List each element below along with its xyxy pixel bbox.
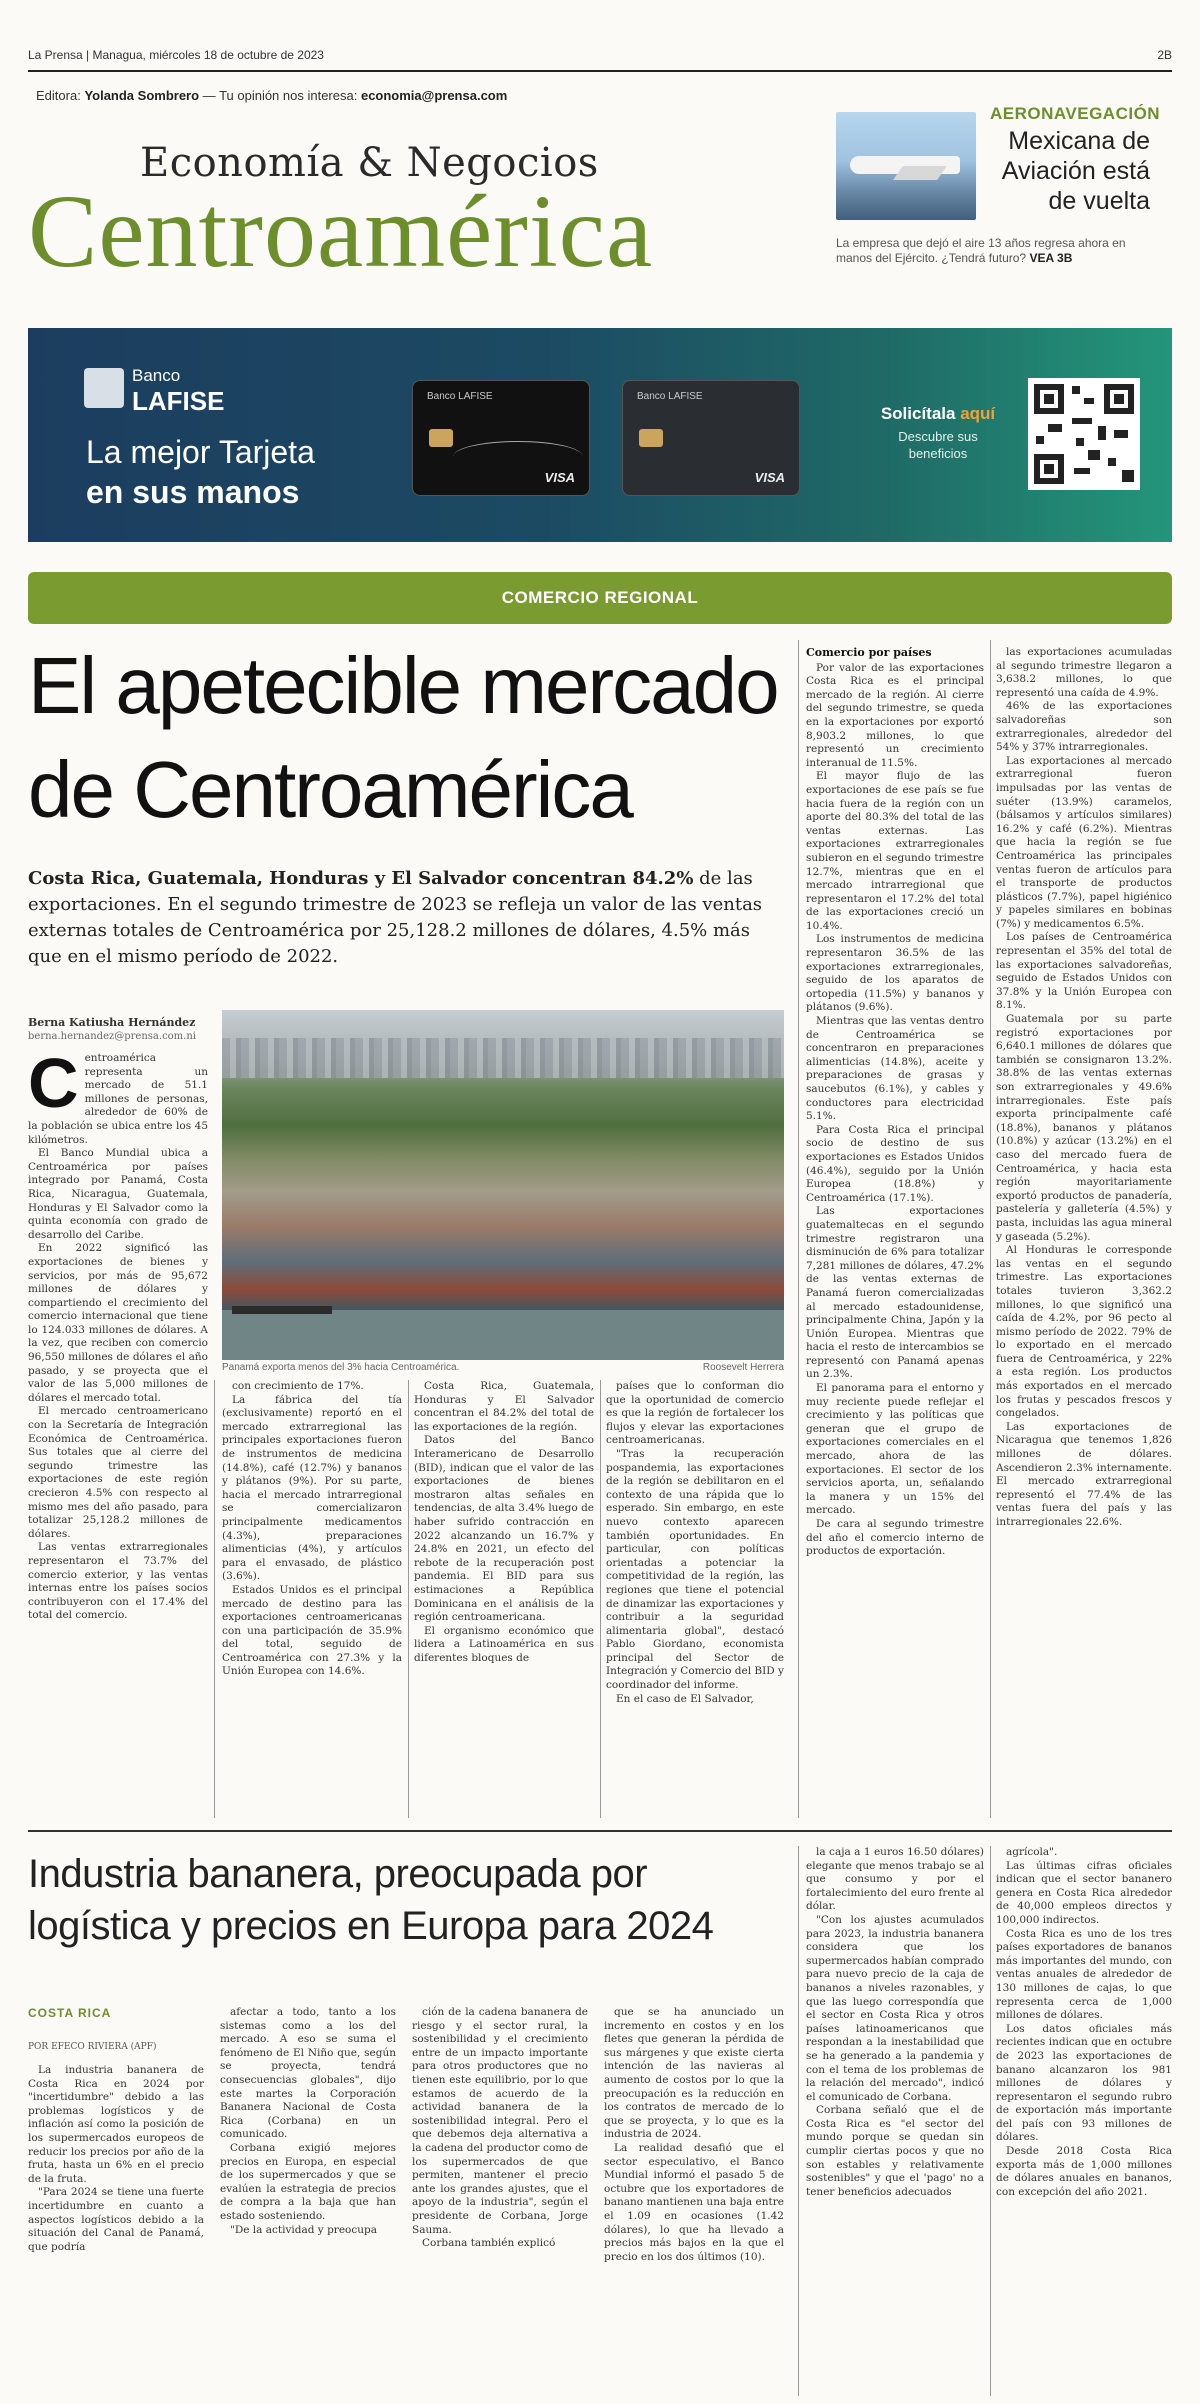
visa-logo: VISA	[754, 470, 785, 485]
paragraph: Las exportaciones de Nicaragua que tenemos 1,826 millones de dólares. Ascendieron 2.3% internamente. El mercado extrarregional representó el 77.4% de las ventas fuera del país y las intrarregionales 22.6%.	[996, 1420, 1172, 1528]
paragraph: Guatemala por su parte registró exportaciones por 6,640.1 millones de dólares que también se consignaron 13.2%. 38.8% de las ventas externas son extrarregionales y 49.6% intrarregionales. Este país exporta principalmente café (18.8%), bananos y plátanos (10.8%) y azúcar (13.2%) en el caso del mercado fuera de Centroamérica, y hacia esta región mayoritariamente exportó productos de panadería, pastelería y galletería (4.5%) y pasta, incluidas las agua mineral y gaseada (5.2%).	[996, 1013, 1172, 1243]
paragraph: Al Honduras le corresponde las ventas en el segundo trimestre. Las exportaciones totales tuvieron 3,362.2 millones, lo que significó una caída de 4.2%, por 96 pecto al mismo período de 2022. 79% de lo exportado en el mercado fuera de Centroamérica, y 22% a esta región. Los productos más exportados en el mercado los frutas y pescados frescos y congelados.	[996, 1244, 1172, 1420]
paragraph: "Tras la recuperación pospandemia, las exportaciones de la región se debilitaron en el contexto de una rápida que lo esperado. Sin embargo, en este nuevo contexto aparecen también oportunidades. En particular, con políticas orientadas a potenciar la competitividad de la región, las regiones que tiene el potencial de dinamizar las exportaciones y contribuir a la seguridad alimentaria global", destacó Pablo Giordano, economista principal del Sector de Integración y Comercio del BID y coordinador del informe.	[606, 1447, 784, 1692]
paragraph: Por valor de las exportaciones Costa Rica es el principal mercado de la región. Al cierre del segundo trimestre, se queda en la exportaciones por exportó 8,903.2 millones, lo que representó un crecimiento interanual de 11.5%.	[806, 661, 984, 769]
lead-rest: de las exportaciones. En el segundo trimestre de 2023 se refleja un valor de las ventas externas totales de Centroamérica por 25,128.2 millones de dólares, 4.5% más que en el mismo período de 2022.	[28, 868, 763, 967]
column-divider	[798, 640, 799, 1818]
column-divider	[408, 1380, 409, 1818]
running-head-text: La Prensa | Managua, miércoles 18 de octubre de 2023	[28, 48, 324, 62]
teaser-summary: La empresa que dejó el aire 13 años regresa ahora en manos del Ejército. ¿Tendrá futuro?	[836, 236, 1126, 265]
ad-brand-line2: LAFISE	[132, 386, 225, 416]
photo-credit: Roosevelt Herrera	[702, 1362, 784, 1373]
paragraph: Corbana también explicó	[422, 2237, 556, 2250]
paragraph: Estados Unidos es el principal mercado de destino para las exportaciones centroamericanas con una participación de 35.9% del total, seguido de Centroamérica con 27.3% y la Unión Europea con 14.6%.	[222, 1583, 402, 1678]
credit-card-gray	[622, 380, 800, 496]
editor-line	[36, 88, 507, 103]
column-divider	[798, 1846, 799, 2396]
ad-cta-main: Solicítala	[880, 404, 956, 423]
ad-cta-sub: Descubre sus beneficios	[898, 429, 978, 461]
qr-code-icon[interactable]	[1028, 378, 1140, 490]
ad-brand-line1: Banco	[132, 366, 181, 385]
article2-column-2	[220, 2006, 396, 2396]
paragraph: El organismo económico que lidera a Latinoamérica en sus diferentes bloques de	[414, 1624, 594, 1664]
bank-advertisement[interactable]	[28, 328, 1172, 542]
airplane-icon	[850, 156, 960, 174]
globe-icon	[84, 368, 124, 408]
paragraph: Las exportaciones guatemaltecas en el segundo trimestre registraron una disminución de 6% para totalizar 7,281 millones de dólares, 47.2% de las ventas externas de Panamá fueron comercializadas al mercado estadounidense, principalmente China, Japón y la Unión Europea. Mientras que hacia el resto de intercambios se representó con Panamá apenas un 2.3%.	[806, 1205, 984, 1381]
column-divider	[990, 640, 991, 1818]
paragraph: que se ha anunciado un incremento en costos y en los fletes que generan la pérdida de sus márgenes y que existe cierta intención de las navieras al aumento de costos por lo que la preocupación es la reducción en los contratos de mercado de lo que se proyecta, y lo que es la industria de 2024.	[604, 2006, 784, 2141]
paragraph: Costa Rica es uno de los tres países exportadores de bananos más importantes del mundo, con ventas anuales de alrededor de 130 millones de cajas, lo que representa cerca de 1,000 millones de dólares.	[996, 1927, 1172, 2022]
article-byline	[28, 1016, 208, 1044]
paragraph: 46% de las exportaciones salvadoreñas son extrarregionales, alrededor del 54% y 37% intrarregionales.	[996, 700, 1172, 754]
column-divider	[600, 1380, 601, 1818]
article2-column-6	[996, 1846, 1172, 2396]
article-lead	[28, 866, 788, 970]
paragraph: En el caso de El Salvador,	[616, 1692, 754, 1705]
paragraph: La fábrica del tía (exclusivamente) reportó en el mercado extrarregional las principales exportaciones fueron de instrumentos de medicina (14.8%), café (12.7%) y bananos y plátanos (9%). Por su parte, hacia el mercado intrarregional se comercializaron principalmente medicamentos (4.3%), preparaciones alimenticias (4%), y artículos para el envasado, de plástico (3.6%).	[222, 1393, 402, 1583]
section-label[interactable]: COMERCIO REGIONAL	[501, 588, 699, 607]
teaser-kicker: AERONAVEGACIÓN	[990, 104, 1161, 123]
paragraph: El mercado centroamericano con la Secretaría de Integración Económica de Centroamérica. Sus totales que al cierre del segundo trimestre las exportaciones de este región crecieron 4.5% con respecto al mismo mes del año pasado, para totalizar 25,128.2 millones de dólares.	[28, 1405, 208, 1540]
paragraph: entroamérica representa un mercado de 51.1 millones de personas, alrededor de 60% de la población se ubica entre los 45 kilómetros.	[28, 1052, 208, 1146]
paragraph: Las exportaciones al mercado extrarregional fueron impulsadas por las ventas de suéter (13.9%) caramelos, (bálsamos y artículos similares) 16.2% y café (6.2%). Mientras que hacia la región se fue Centroamérica las principales ventas fueron de artículos para el transporte de productos plásticos (7.7%), papel higiénico y papeles similares en bobinas (7%) y medicamentos 6.5%.	[996, 754, 1172, 930]
paragraph: Las ventas extrarregionales representaron el 73.7% del comercio exterior, y las ventas internas entre los países socios contribuyeron con el 17.4% del total del comercio.	[28, 1541, 208, 1622]
paragraph: "Para 2024 se tiene una fuerte incertidumbre en cuanto a aspectos logísticos debido a la situación del Canal de Panamá, que podría	[28, 2186, 204, 2253]
article2-byline: POR EFECO RIVIERA (APF)	[28, 2042, 157, 2052]
article1-column-1	[28, 1052, 208, 1818]
paragraph: Los datos oficiales más recientes indican que en octubre de 2023 las exportaciones de banano alcanzaron los 981 millones de dólares y representaron el segundo rubro de exportación más importante del país con 93 millones de dólares.	[996, 2022, 1172, 2144]
article2-column-4	[604, 2006, 784, 2396]
visa-logo: VISA	[544, 470, 575, 485]
paragraph: países que lo conforman dio que la oportunidad de comercio es que la región de fortalecer los flujos y elevar las exportaciones centroamericanas.	[606, 1380, 784, 1447]
card-chip-icon	[429, 429, 453, 447]
column-divider	[990, 1846, 991, 2396]
paragraph: las exportaciones acumuladas al segundo trimestre llegaron a 3,638.2 millones, lo que representó una caída de 4.9%.	[996, 646, 1172, 699]
editor-email-link[interactable]: economia@prensa.com	[360, 88, 508, 103]
dropcap: C	[28, 1052, 79, 1122]
article2-column-5	[806, 1846, 984, 2396]
card-wave	[453, 441, 583, 472]
paragraph: Mientras que las ventas dentro de Centroamérica se concentraron en preparaciones alimenticias (14.8%), aceite y preparaciones de grasas y saucebutos (6.1%), y cables y conductores para electricidad 5.1%.	[806, 1015, 984, 1123]
paragraph: Datos del Banco Interamericano de Desarrollo (BID), indican que el valor de las exportaciones de bienes mostraron altas señales en tendencias, de alta 3.4% luego de haber sufrido contracción en 2022 alcanzando un 16.7% y 24.8% en 2021, un efecto del rebote de la recuperación post pandemia. El BID para sus estimaciones a República Dominicana en el análisis de la región centroamericana.	[414, 1434, 594, 1624]
teaser-text	[836, 236, 1156, 266]
lead-bold: Costa Rica, Guatemala, Honduras y El Salvador concentran 84.2%	[28, 868, 694, 889]
ad-cta[interactable]	[868, 404, 1008, 424]
article2-column-3	[412, 2006, 588, 2396]
editor-name: Yolanda Sombrero	[84, 88, 200, 103]
article1-column-2	[222, 1380, 402, 1818]
masthead-section-title: Economía & Negocios	[140, 140, 599, 186]
byline-name: Berna Katiusha Hernández	[28, 1016, 196, 1029]
byline-email[interactable]: berna.hernandez@prensa.com.ni	[28, 1031, 196, 1042]
teaser-airplane-image[interactable]	[836, 112, 976, 220]
paragraph: afectar a todo, tanto a los sistemas como a los del mercado. A eso se suma el fenómeno de El Niño que, según se proyecta, tendrá consecuencias globales", dijo este martes la Corporación Bananera Nacional de Costa Rica (Corbana) en un comunicado.	[220, 2006, 396, 2141]
paragraph: Los países de Centroamérica representan el 35% del total de las exportaciones salvadoreñas, seguido de Estados Unidos con 37.8% y la Unión Europea con 8.1%.	[996, 931, 1172, 1012]
paragraph: "Con los ajustes acumulados para 2023, la industria bananera considera que los supermercados habían comprado para nuevo precio de la caja de bananos a niveles razonables, y que las luego correspondía que el sector en Costa Rica y otros países latinoamericanos que respondan a la inestabilidad que se ha generado a la pandemia y con el tema de los problemas de la relación del mercado", indicó el comunicado de Corbana.	[806, 1913, 984, 2103]
paragraph: "De la actividad y preocupa	[230, 2223, 377, 2236]
credit-card-dark	[412, 380, 590, 496]
paragraph: Las últimas cifras oficiales indican que el sector bananero genera en Costa Rica alrededor de 40,000 empleos directos y 100,000 indirectos.	[996, 1859, 1172, 1926]
paragraph: La industria bananera de Costa Rica en 2024 por "incertidumbre" debido a las problemas logísticos y de inflación así como la posición de los supermercados europeos de reducir los precios por año de la fruta, hasta un 6% en el precio de la fruta.	[28, 2064, 204, 2185]
article2-tag[interactable]: COSTA RICA	[28, 2006, 112, 2020]
photo-skyline	[222, 1038, 784, 1078]
article-divider	[28, 1830, 1172, 1832]
card-label: Banco LAFISE	[637, 391, 703, 402]
card-label: Banco LAFISE	[427, 391, 493, 402]
port-photo	[222, 1010, 784, 1360]
article2-headline[interactable]: Industria bananera, preocupada por logística y precios en Europa para 2024	[28, 1852, 714, 1948]
paragraph: la caja a 1 euros 16.50 dólares) elegante que menos trabajo se al que consumo y por el fortalecimiento del euro frente al dólar.	[806, 1846, 984, 1913]
paragraph: Costa Rica, Guatemala, Honduras y El Salvador concentran el 84.2% del total de las exportaciones de la región.	[414, 1380, 594, 1433]
paragraph: El Banco Mundial ubica a Centroamérica por países integrado por Panamá, Costa Rica, Nicaragua, Guatemala, Honduras y El Salvador como la quinta economía con grado de desarrollo del Caribe.	[28, 1147, 208, 1241]
article1-column-3	[414, 1380, 594, 1818]
ad-slogan-line1: La mejor Tarjeta	[86, 434, 315, 470]
ad-logo	[84, 368, 224, 417]
top-rule	[28, 70, 1172, 72]
paragraph: De cara al segundo trimestre del año el comercio interno de productos de exportación.	[806, 1518, 984, 1558]
paragraph: Corbana exigió mejores precios en Europa, en especial de los supermercados y que se evalúen la estrategia de precios de compra a la baja que han estado sosteniendo.	[220, 2141, 396, 2222]
paragraph: ción de la cadena bananera de riesgo y el sector rural, la sostenibilidad y el crecimiento entre de un impacto importante para otros productores que no tienen este equilibrio, por lo que estamos de acuerdo de la actividad bananera de la sostenibilidad integral. Pero el que debemos deja alternativa a la cadena del productor como de los supermercados de que permiten, mantener el precio ante los grandes ajustes, que el apoyo de la industria", según el presidente de Corbana, Jorge Sauma.	[412, 2006, 588, 2236]
card-chip-icon	[639, 429, 663, 447]
ad-slogan-line2: en sus manos	[86, 474, 300, 510]
paragraph: Desde 2018 Costa Rica exporta más de 1,000 millones de dólares anuales en bananos, con excepción del año 2021.	[996, 2145, 1172, 2198]
page-number: 2B	[1157, 48, 1172, 62]
ad-cta-accent: aquí	[960, 404, 996, 423]
paragraph: Corbana señaló que el de Costa Rica es "el sector del mundo porque se quedan sin cumplir ciertas pocos y que no son estables y relativamente sostenibles" y que el 'pago' no a tener beneficios adecuados	[806, 2104, 984, 2198]
running-head	[28, 48, 1172, 62]
article1-column-6	[996, 646, 1172, 1818]
editor-sep: —	[199, 88, 220, 103]
ad-slogan	[86, 432, 315, 512]
column-divider	[214, 1380, 215, 1818]
editor-prompt: Tu opinión nos interesa:	[219, 88, 358, 103]
paragraph: agrícola".	[1006, 1846, 1058, 1858]
teaser-title[interactable]: Mexicana de Aviación está de vuelta	[1001, 127, 1150, 215]
article2-column-1	[28, 2064, 204, 2396]
photo-caption: Panamá exporta menos del 3% hacia Centroamérica.	[222, 1362, 460, 1373]
paragraph: El mayor flujo de las exportaciones de ese país se fue hacia fuera de la región con un aporte del 80.3% del total de las ventas externas. Las exportaciones extrarregionales subieron en el segundo trimestre 12.7%, mientras que en el mercado intrarregional que representaron el 17.2% del total de las exportaciones creció un 10.4%.	[806, 770, 984, 932]
editor-label: Editora:	[36, 88, 81, 103]
paragraph: La realidad desafió que el sector especulativo, el Banco Mundial informó el pasado 5 de octubre que los exportadores de banano mantienen una baja entre el 1.09 en ocasiones (1.42 dólares), lo que ha llevado a precios más bajos en la que el precio en los dos últimos (10).	[604, 2141, 784, 2263]
masthead-title: Centroamérica	[28, 174, 654, 289]
article-headline[interactable]: El apetecible mercado de Centroamérica	[28, 641, 778, 834]
article1-column-4	[606, 1380, 784, 1818]
paragraph: En 2022 significó las exportaciones de bienes y servicios, por más de 95,672 millones de dólares y compartiendo el crecimiento del comercio internacional que tiene lo 124.033 millones de dólares. A la vez, que reciben con comercio 96,550 millones de dólares el año pasado, y se proyecta que el valor de las 5,000 millones de dólares el mercado total.	[28, 1242, 208, 1404]
subhead: Comercio por países	[806, 646, 932, 659]
paragraph: El panorama para el entorno y muy reciente puede reflejar el crecimiento y las políticas que generan que el grupo de exportaciones comerciales en el mercado, ahora de las exportaciones. El sector de los servicios aporta, un, señalando la manera y un 15% del mercado.	[806, 1382, 984, 1517]
paragraph: Para Costa Rica el principal socio de destino de sus exportaciones es Estados Unidos (46.4%), seguido por la Unión Europea (18.8%) y Centroamérica (17.1%).	[806, 1123, 984, 1204]
paragraph: Los instrumentos de medicina representaron 36.5% de las exportaciones extrarregionales, seguido de los aparatos de ortopedia (11.5%) y bananos y plátanos (9.6%).	[806, 933, 984, 1014]
photo-water	[222, 1310, 784, 1360]
article1-column-5	[806, 646, 984, 1818]
paragraph: con crecimiento de 17%.	[232, 1380, 364, 1392]
teaser-ref[interactable]: VEA 3B	[1029, 251, 1073, 265]
photo-ship	[232, 1306, 332, 1314]
